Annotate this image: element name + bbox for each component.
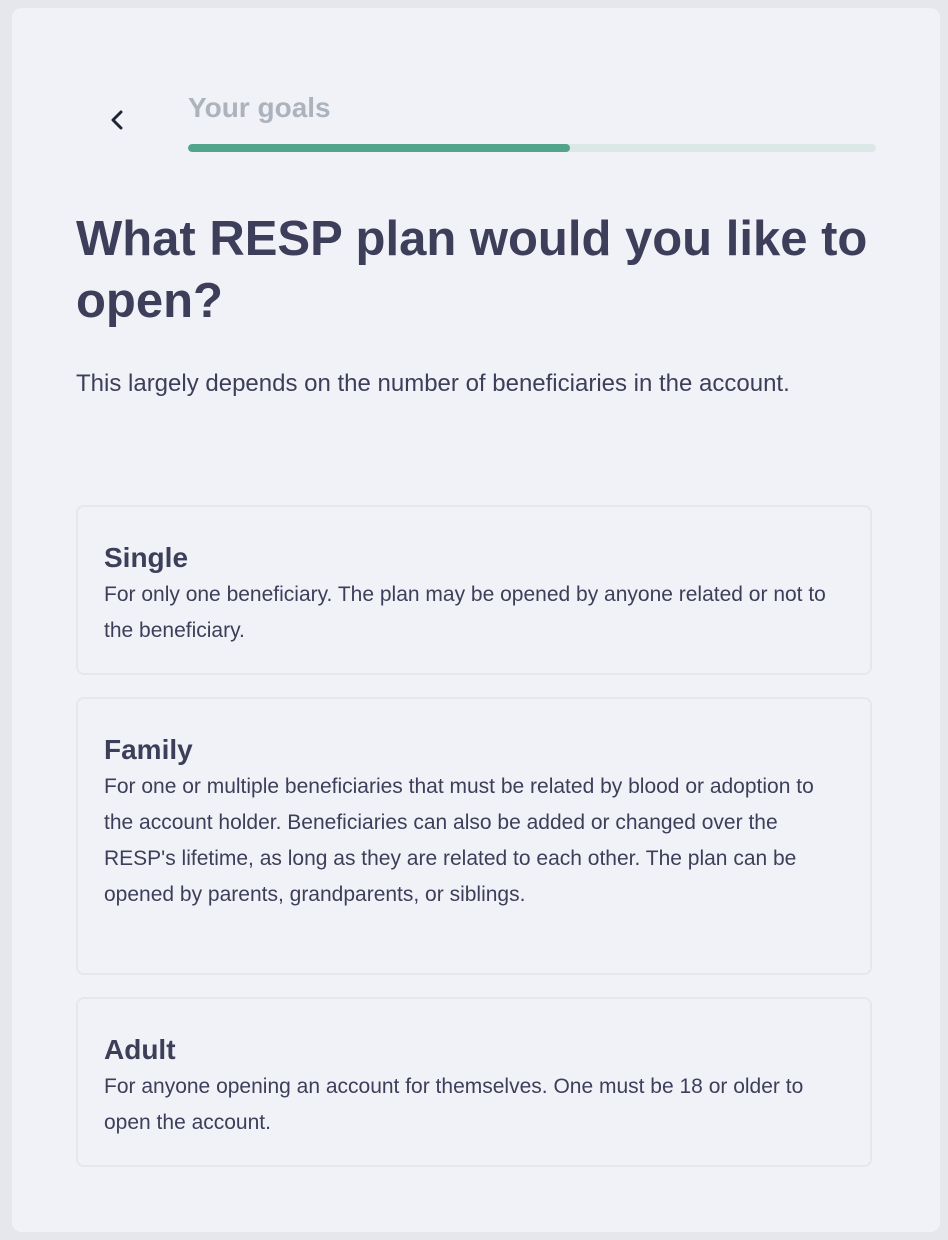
option-adult[interactable] [76,997,872,1167]
option-title: Adult [104,1034,176,1065]
option-single[interactable] [76,505,872,675]
option-description: For anyone opening an account for themselves. One must be 18 or older to open the account. [104,1075,804,1134]
option-description: For only one beneficiary. The plan may be opened by anyone related or not to the beneficiary. [104,583,826,642]
progress-bar [188,144,876,152]
option-family[interactable] [76,697,872,975]
back-button[interactable] [100,100,134,140]
chevron-left-icon [109,108,125,132]
option-title: Family [104,734,193,765]
page-title: What RESP plan would you like to open? [76,212,868,328]
option-title: Single [104,542,189,573]
step-label: Your goals [188,92,331,123]
option-description: For one or multiple beneficiaries that must be related by blood or adoption to the account holder. Beneficiaries can also be added or changed over the RESP's lifetime, as long as they are related to each other. The plan can be opened by parents, grandparents, or siblings. [104,775,814,906]
page-subtitle: This largely depends on the number of beneficiaries in the account. [76,370,790,397]
progress-fill [188,144,570,152]
